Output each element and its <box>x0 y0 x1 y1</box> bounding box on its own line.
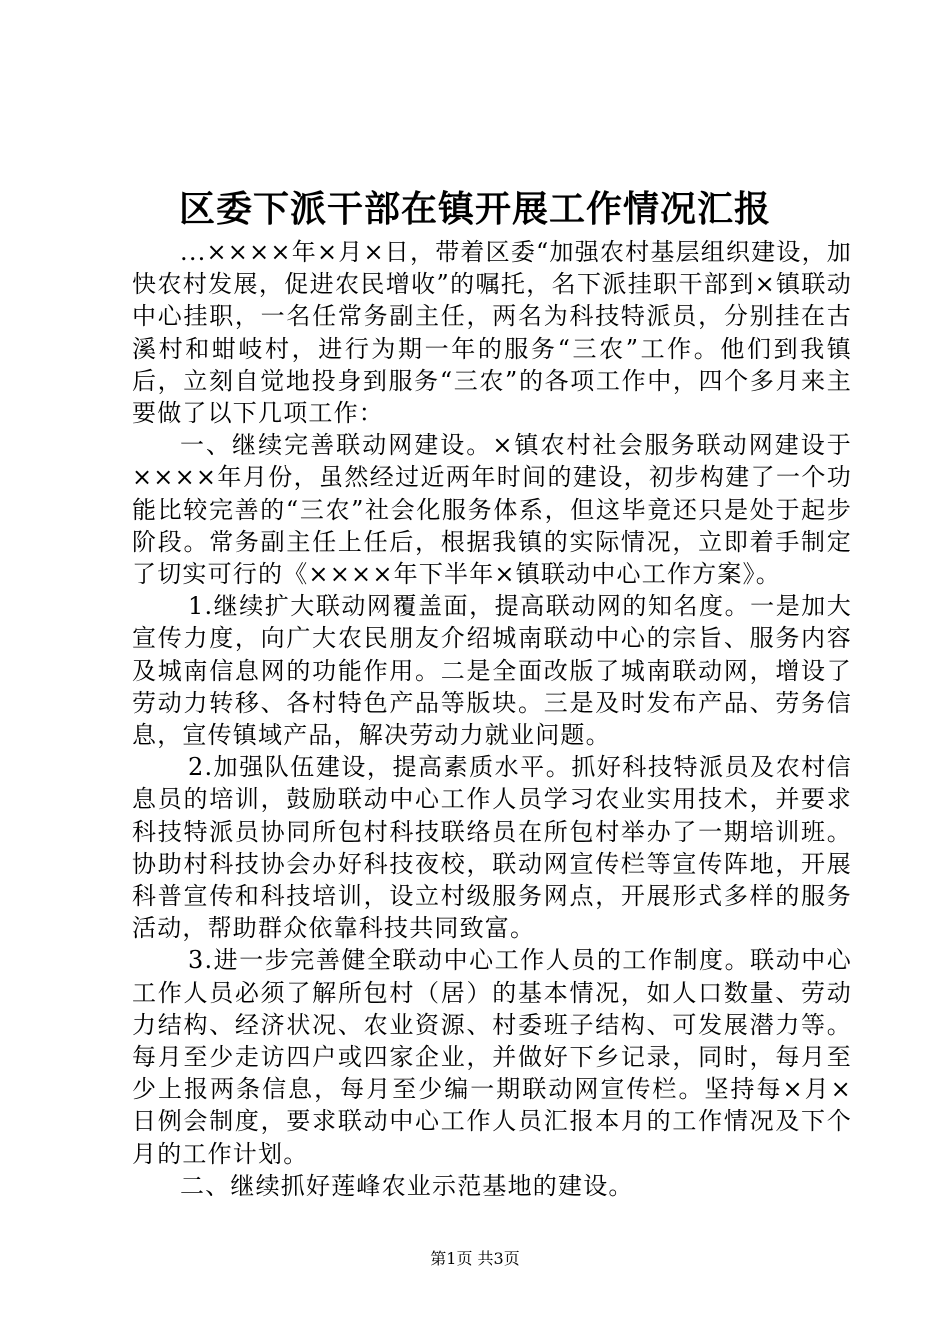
paragraph-section-2: 二、继续抓好莲峰农业示范基地的建设。 <box>180 1171 634 1200</box>
paragraph-item-1: 1.继续扩大联动网覆盖面，提高联动网的知名度。一是加大宣传力度，向广大农民朋友介绍城南联动中心的宗旨、服务内容及城南信息网的功能作用。二是全面改版了城南联动网，增设了劳动力转移、各村特色产品等版块。三是及时发布产品、劳务信息，宣传镇域产品，解决劳动力就业问题。 <box>132 592 852 750</box>
paragraph-intro: ...××××年×月×日，带着区委“加强农村基层组织建设，加快农村发展，促进农民增收”的嘱托，名下派挂职干部到×镇联动中心挂职，一名任常务副主任，两名为科技特派员，分别挂在古溪村和蚶岐村，进行为期一年的服务“三农”工作。他们到我镇后，立刻自觉地投身到服务“三农”的各项工作中，四个多月来主要做了以下几项工作： <box>132 238 852 428</box>
paragraph-section-1: 一、继续完善联动网建设。×镇农村社会服务联动网建设于××××年月份，虽然经过近两年时间的建设，初步构建了一个功能比较完善的“三农”社会化服务体系，但这毕竟还只是处于起步阶段。常务副主任上任后，根据我镇的实际情况，立即着手制定了切实可行的《××××年下半年×镇联动中心工作方案》。 <box>132 431 852 589</box>
paragraph-item-3: 3.进一步完善健全联动中心工作人员的工作制度。联动中心工作人员必须了解所包村（居）的基本情况，如人口数量、劳动力结构、经济状况、农业资源、村委班子结构、可发展潜力等。每月至少走访四户或四家企业，并做好下乡记录，同时，每月至少上报两条信息，每月至少编一期联动网宣传栏。坚持每×月×日例会制度，要求联动中心工作人员汇报本月的工作情况及下个月的工作计划。 <box>132 946 852 1168</box>
document-title: 区委下派干部在镇开展工作情况汇报 <box>178 188 771 230</box>
page-number-footer: 第1页 共3页 <box>430 1249 520 1268</box>
document-body <box>132 236 852 1202</box>
paragraph-item-2: 2.加强队伍建设，提高素质水平。抓好科技特派员及农村信息员的培训，鼓励联动中心工作人员学习农业实用技术，并要求科技特派员协同所包村科技联络员在所包村举办了一期培训班。协助村科技协会办好科技夜校，联动网宣传栏等宣传阵地，开展科普宣传和科技培训，设立村级服务网点，开展形式多样的服务活动，帮助群众依靠科技共同致富。 <box>132 753 852 943</box>
